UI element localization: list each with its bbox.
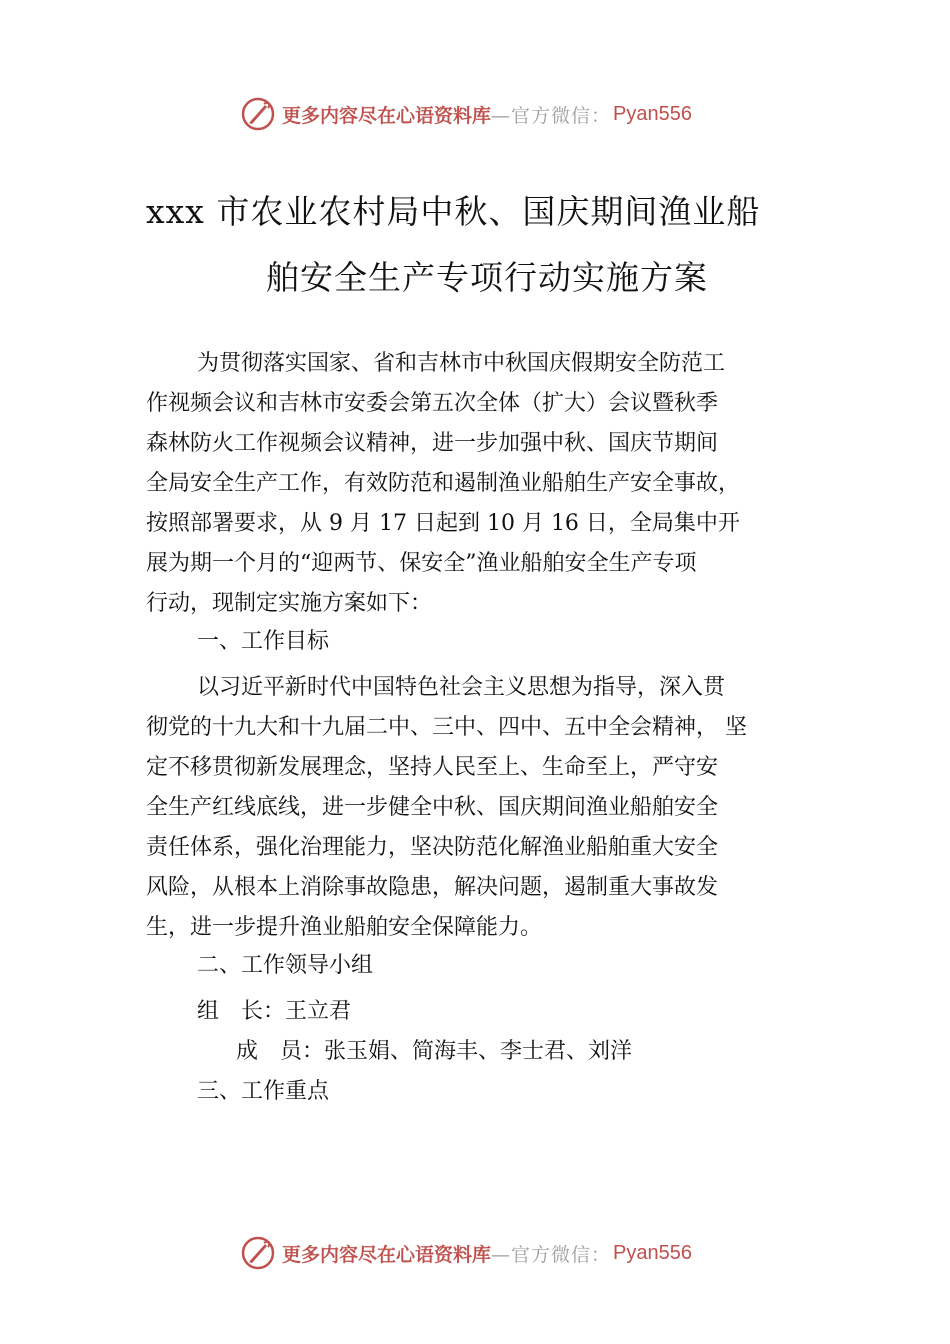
section-heading-leadership: 二、工作领导小组 bbox=[197, 953, 374, 978]
paragraph-line: 全局安全生产工作，有效防范和遏制渔业船舶生产安全事故， bbox=[146, 471, 741, 496]
paragraph-line: 责任体系，强化治理能力，坚决防范化解渔业船舶重大安全 bbox=[146, 835, 719, 860]
banner-text-wechat: —官方微信： bbox=[491, 104, 612, 127]
quill-pen-logo-icon bbox=[240, 96, 276, 132]
paragraph-line: 以习近平新时代中国特色社会主义思想为指导，深入贯 bbox=[197, 675, 726, 700]
paragraph-line: 彻党的十九大和十九届二中、三中、四中、五中全会精神， 坚 bbox=[146, 715, 747, 740]
paragraph-line: 为贯彻落实国家、省和吉林市中秋国庆假期安全防范工 bbox=[197, 351, 726, 376]
document-title-line-2: 舶安全生产专项行动实施方案 bbox=[266, 258, 708, 297]
top-banner bbox=[240, 94, 692, 134]
group-leader-line: 组 长：王立君 bbox=[197, 999, 352, 1024]
section-heading-focus: 三、工作重点 bbox=[197, 1079, 330, 1104]
banner-text-wechat: —官方微信： bbox=[491, 1243, 612, 1266]
paragraph-line: 作视频会议和吉林市安委会第五次全体（扩大）会议暨秋季 bbox=[146, 391, 719, 416]
banner-text-main: 更多内容尽在心语资料库 bbox=[282, 1243, 492, 1266]
paragraph-line: 定不移贯彻新发展理念，坚持人民至上、生命至上，严守安 bbox=[146, 755, 719, 780]
paragraph-line: 森林防火工作视频会议精神，进一步加强中秋、国庆节期间 bbox=[146, 431, 719, 456]
paragraph-line: 展为期一个月的“迎两节、保安全”渔业船舶安全生产专项 bbox=[146, 551, 697, 576]
document-title-line-1: xxx 市农业农村局中秋、国庆期间渔业船 bbox=[146, 192, 761, 231]
paragraph-line: 风险，从根本上消除事故隐患，解决问题，遏制重大事故发 bbox=[146, 875, 719, 900]
paragraph-line: 按照部署要求，从 9 月 17 日起到 10 月 16 日，全局集中开 bbox=[146, 511, 740, 536]
banner-text-id: Pyan556 bbox=[613, 1241, 692, 1264]
banner-text-main: 更多内容尽在心语资料库 bbox=[282, 104, 492, 127]
banner-text-id: Pyan556 bbox=[613, 102, 692, 125]
group-members-line: 成 员：张玉娟、简海丰、李士君、刘洋 bbox=[236, 1039, 633, 1064]
paragraph-line: 全生产红线底线，进一步健全中秋、国庆期间渔业船舶安全 bbox=[146, 795, 719, 820]
section-heading-goals: 一、工作目标 bbox=[197, 629, 330, 654]
bottom-banner bbox=[240, 1233, 692, 1273]
paragraph-line: 行动，现制定实施方案如下： bbox=[146, 591, 433, 616]
paragraph-line: 生，进一步提升渔业船舶安全保障能力。 bbox=[146, 915, 543, 940]
quill-pen-logo-icon bbox=[240, 1235, 276, 1271]
